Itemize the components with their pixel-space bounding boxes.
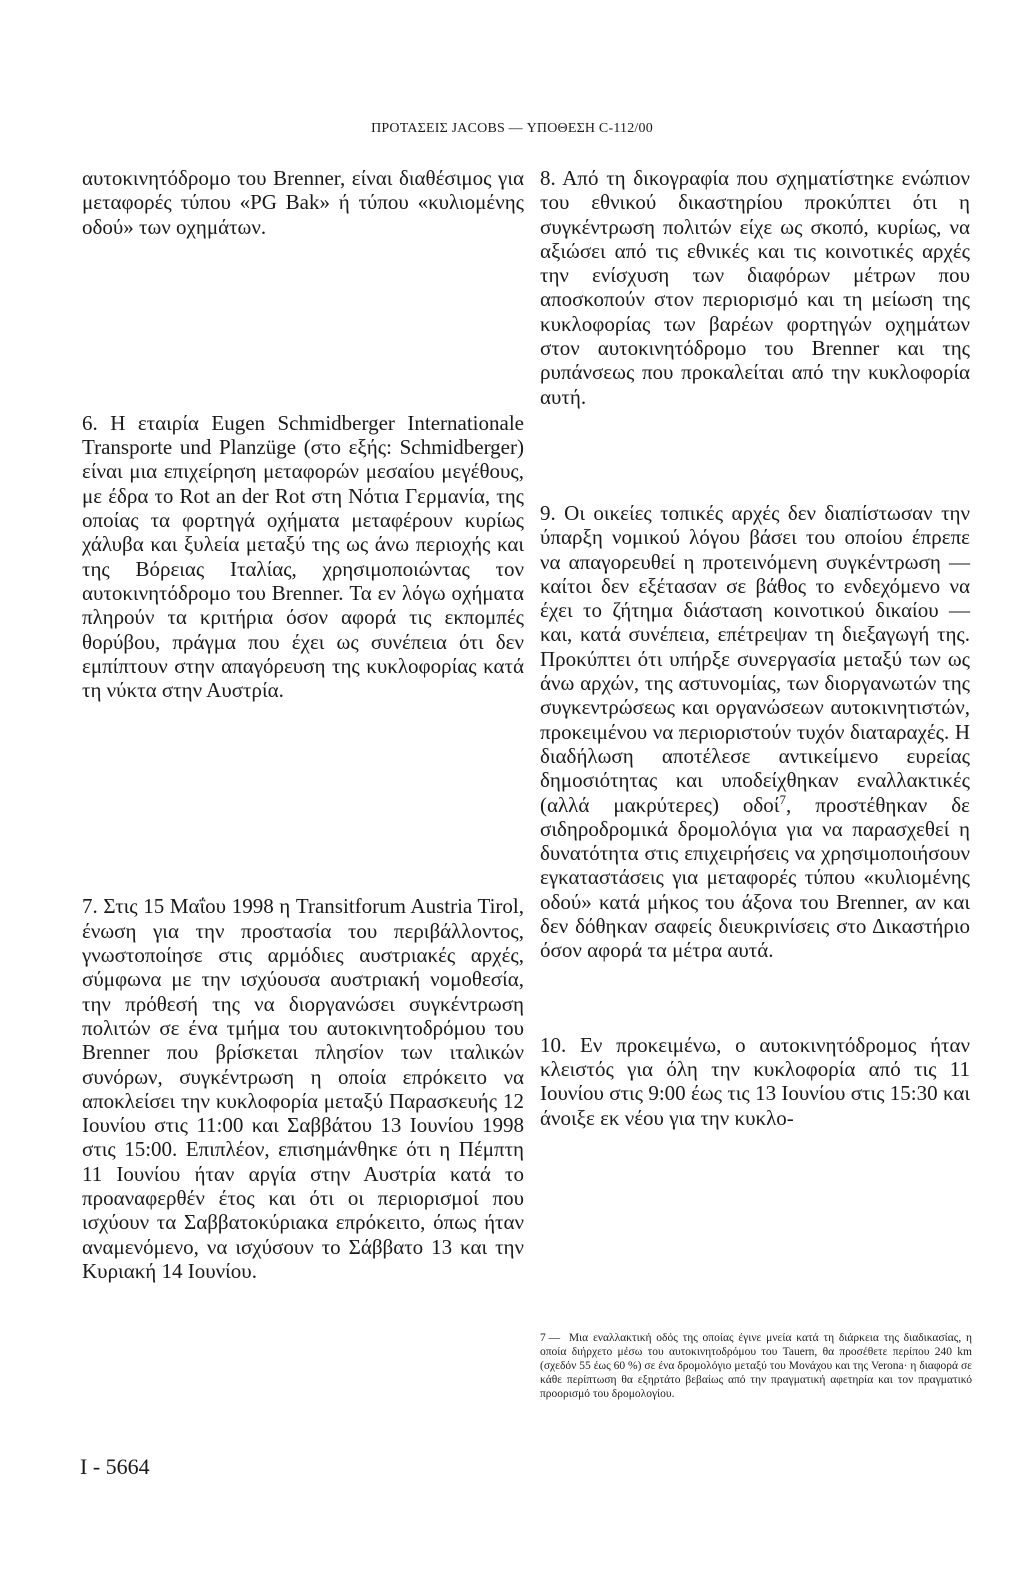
right-column [540,166,970,1130]
paragraph-9-part2: , προστέθηκαν δε σιδηροδρομικά δρομολόγια για να παρασχεθεί η δυνατότητα στις επιχειρήσεις να χρησιμοποιήσουν εγκαταστάσεις για μεταφορές τύπου «κυλιομένης οδού» κατά μήκος του άξονα του Brenner, αν και δεν δόθηκαν σαφείς διευκρινίσεις στο Δικαστήριο όσον αφορά τα μέτρα αυτά. [540,792,970,963]
running-header: ΠΡΟΤΑΣΕΙΣ JACOBS — ΥΠΟΘΕΣΗ C-112/00 [371,121,653,136]
paragraph-5-continuation: αυτοκινητόδρομο του Brenner, είναι διαθέσιμος για μεταφορές τύπου «PG Bak» ή τύπου «κυλιομένης οδού» των οχημάτων. [82,166,524,239]
page-number: I - 5664 [80,1454,150,1479]
paragraph-6: 6. Η εταιρία Eugen Schmidberger Internationale Transporte und Planzüge (στο εξής: Schmidberger) είναι μια επιχείρηση μεταφορών μεσαίου μεγέθους, με έδρα το Rot an der Rot στη Νότια Γερμανία, της οποίας τα φορτηγά οχήματα μεταφέρουν κυρίως χάλυβα και ξυλεία μεταξύ της ως άνω περιοχής και της Βόρειας Ιταλίας, χρησιμοποιώντας τον αυτοκινητόδρομο του Brenner. Τα εν λόγω οχήματα πληρούν τα κριτήρια όσον αφορά τις εκπομπές θορύβου, πράγμα που έχει ως συνέπεια ότι δεν εμπίπτουν στην απαγόρευση της κυκλοφορίας κατά τη νύκτα στην Αυστρία. [82,410,524,703]
footnote-ref-7[interactable]: 7 [779,791,786,807]
paragraph-8: 8. Από τη δικογραφία που σχηματίστηκε ενώπιον του εθνικού δικαστηρίου προκύπτει ότι η συγκέντρωση πολιτών είχε ως σκοπό, κυρίως, να αξιώσει από τις εθνικές και τις κοινοτικές αρχές την ενίσχυση των διαφόρων μέτρων που αποσκοπούν στον περιορισμό και τη μείωση της κυκλοφορίας των βαρέων φορτηγών οχημάτων στον αυτοκινητόδρομο του Brenner και της ρυπάνσεως που προκαλείται από την κυκλοφορία αυτή. [540,166,970,409]
paragraph-7: 7. Στις 15 Μαΐου 1998 η Transitforum Austria Tirol, ένωση για την προστασία του περιβάλλοντος, γνωστοποίησε στις αρμόδιες αυστριακές αρχές, σύμφωνα με την ισχύουσα αυστριακή νομοθεσία, την πρόθεσή της να διοργανώσει συγκέντρωση πολιτών σε ένα τμήμα του αυτοκινητοδρόμου του Brenner που βρίσκεται πλησίον των ιταλικών συνόρων, συγκέντρωση η οποία επρόκειτο να αποκλείσει την κυκλοφορία μεταξύ Παρασκευής 12 Ιουνίου στις 11:00 και Σαββάτου 13 Ιουνίου 1998 στις 15:00. Επιπλέον, επισημάνθηκε ότι η Πέμπτη 11 Ιουνίου ήταν αργία στην Αυστρία κατά το προαναφερθέν έτος και ότι οι περιορισμοί που ισχύουν τα Σαββατοκύριακα επρόκειτο, όπως ήταν αναμενόμενο, να ισχύσουν το Σάββατο 13 και την Κυριακή 14 Ιουνίου. [82,894,524,1283]
paragraph-9 [540,501,970,963]
left-column [82,166,524,1283]
paragraph-10: 10. Εν προκειμένω, ο αυτοκινητόδρομος ήταν κλειστός για όλη την κυκλοφορία από τις 11 Ιουνίου στις 9:00 έως τις 13 Ιουνίου στις 15:30 και άνοιξε εκ νέου για την κυκλο- [540,1032,970,1130]
footnote-number: 7 — [540,1332,561,1344]
footnote-7 [540,1331,972,1401]
paragraph-9-part1: 9. Οι οικείες τοπικές αρχές δεν διαπίστωσαν την ύπαρξη νομικού λόγου βάσει του οποίου έπρεπε να απαγορευθεί η προτεινόμενη συγκέντρωση — καίτοι δεν εξέτασαν σε βάθος το ενδεχόμενο να έχει το ζήτημα διάσταση κοινοτικού δικαίου — και, κατά συνέπεια, επέτρεψαν τη διεξαγωγή της. Προκύπτει ότι υπήρξε συνεργασία μεταξύ των ως άνω αρχών, της αστυνομίας, των διοργανωτών της συγκεντρώσεως και οργανώσεων αυτοκινητιστών, προκειμένου να περιοριστούν τυχόν διαταραχές. Η διαδήλωση αποτέλεσε αντικείμενο ευρείας δημοσιότητας και υποδείχθηκαν εναλλακτικές (αλλά μακρύτερες) οδοί [540,500,970,817]
footnote-text: Μια εναλλακτική οδός της οποίας έγινε μνεία κατά τη διάρκεια της διαδικασίας, η οποία διήρχετο μέσω του αυτοκινητοδρόμου του Tauern, θα προσέθετε περίπου 240 km (σχεδόν 55 έως 60 %) σε ένα δρομολόγιο μεταξύ του Μονάχου και της Verona· η διαφορά σε κάθε περίπτωση θα εξηρτάτο βεβαίως από την πραγματική αφετηρία και τον πραγματικό προορισμό του δρομολογίου. [540,1332,973,1400]
